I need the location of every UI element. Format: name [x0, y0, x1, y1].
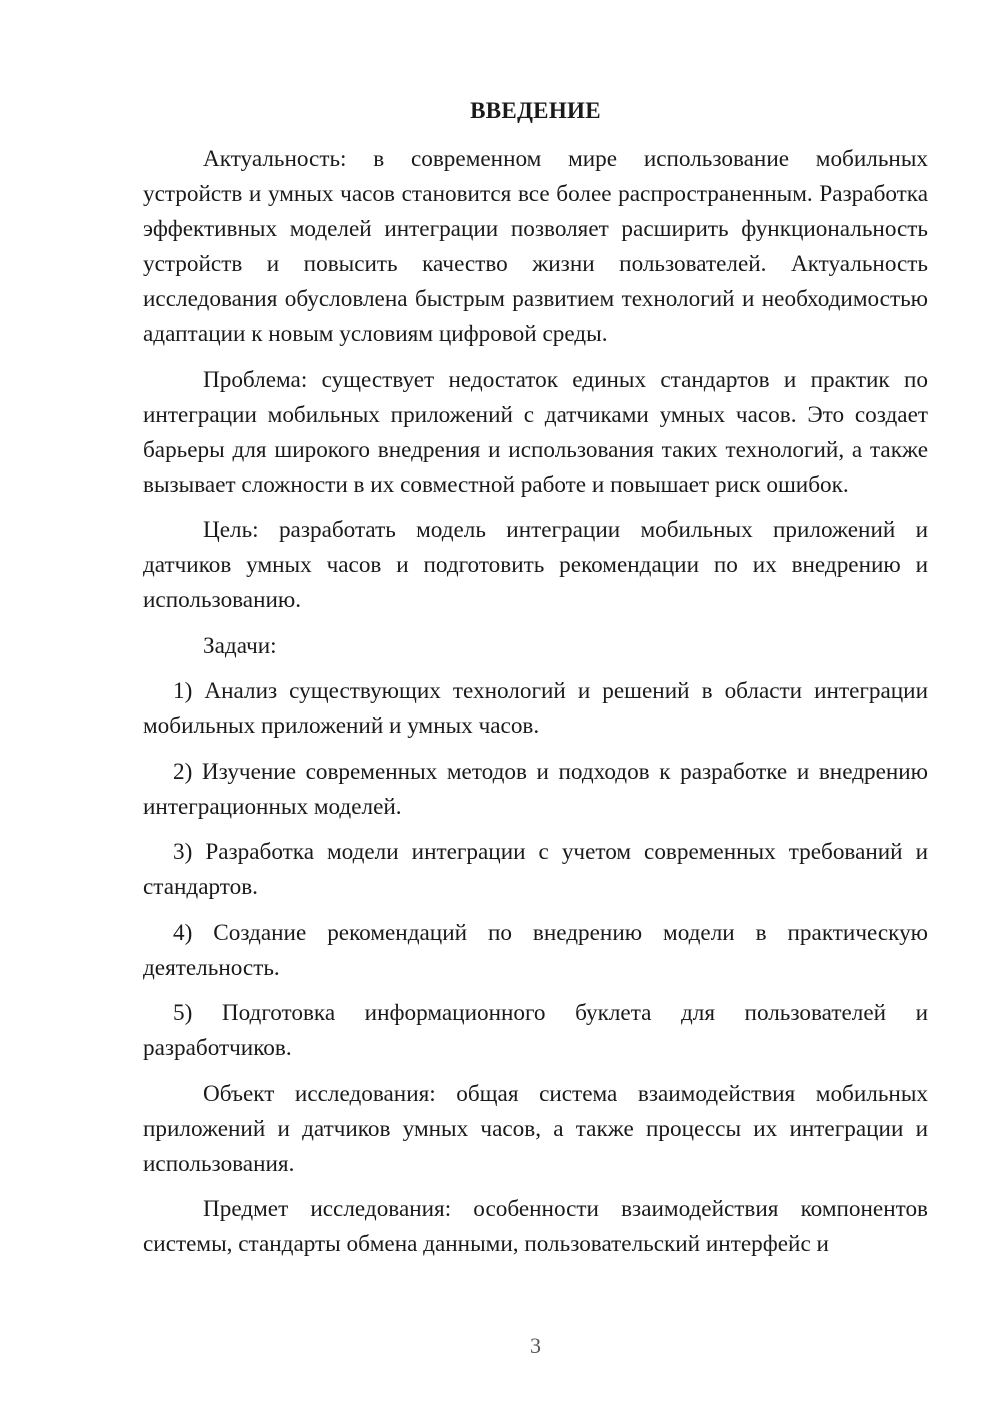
paragraph-goal: Цель: разработать модель интеграции мобильных приложений и датчиков умных часов и подготовить рекомендации по их внедрению и использованию. [143, 517, 928, 613]
paragraph-problem: Проблема: существует недостаток единых стандартов и практик по интеграции мобильных приложений с датчиками умных часов. Это создает барьеры для широкого внедрения и использования таких технологий, а также вызывает сложности в их совместной работе и повышает риск ошибок. [143, 366, 928, 498]
page-number: 3 [530, 1333, 541, 1358]
body-text [143, 142, 928, 1273]
paragraph-subject: Предмет исследования: особенности взаимодействия компонентов системы, стандарты обмена данными, пользовательский интерфейс и [143, 1196, 928, 1257]
list-item-task-2: 2) Изучение современных методов и подходов к разработке и внедрению интеграционных моделей. [143, 758, 928, 820]
page-title: ВВЕДЕНИЕ [470, 98, 601, 123]
list-item-task-1: 1) Анализ существующих технологий и решений в области интеграции мобильных приложений и умных часов. [143, 678, 928, 739]
tasks-heading: Задачи: [203, 632, 277, 659]
list-item-task-3: 3) Разработка модели интеграции с учетом современных требований и стандартов. [143, 839, 928, 900]
list-item-task-4: 4) Создание рекомендаций по внедрению модели в практическую деятельность. [143, 919, 928, 981]
paragraph-object: Объект исследования: общая система взаимодействия мобильных приложений и датчиков умных часов, а также процессы их интеграции и использования. [143, 1080, 928, 1177]
paragraph-relevance: Актуальность: в современном мире использование мобильных устройств и умных часов становится все более распространенным. Разработка эффективных моделей интеграции позволяет расширить функциональность устройств и повысить качество жизни пользователей. Актуальность исследования обусловлена быстрым развитием технологий и необходимостью адаптации к новым условиям цифровой среды. [143, 146, 928, 347]
list-item-task-5: 5) Подготовка информационного буклета для пользователей и разработчиков. [143, 1000, 928, 1061]
